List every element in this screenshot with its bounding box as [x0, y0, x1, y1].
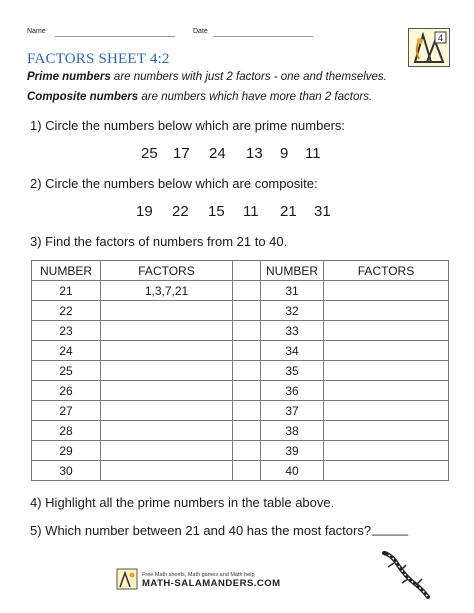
salamander-icon	[378, 545, 438, 605]
table-gap	[233, 401, 261, 421]
factors-cell[interactable]	[324, 281, 449, 301]
factors-cell[interactable]	[324, 421, 449, 441]
question-5: 5) Which number between 21 and 40 has the most factors?	[30, 523, 372, 538]
page-title: FACTORS SHEET 4:2	[27, 51, 170, 67]
table-gap	[233, 441, 261, 461]
factors-cell[interactable]	[101, 441, 233, 461]
column-header: NUMBER	[32, 261, 101, 281]
column-header: FACTORS	[101, 261, 233, 281]
number-cell: 40	[261, 461, 324, 481]
q2-number[interactable]: 11	[243, 203, 259, 220]
number-cell: 22	[32, 301, 101, 321]
q1-number[interactable]: 11	[305, 145, 321, 162]
table-gap	[233, 261, 261, 281]
question-1: 1) Circle the numbers below which are prime numbers:	[30, 118, 346, 133]
factors-cell[interactable]	[101, 361, 233, 381]
number-cell: 38	[261, 421, 324, 441]
number-cell: 29	[32, 441, 101, 461]
composite-description: are numbers which have more than 2 factors.	[138, 91, 373, 103]
footer	[142, 572, 281, 589]
factors-cell[interactable]: 1,3,7,21	[101, 281, 233, 301]
table-row	[32, 441, 449, 461]
question-2: 2) Circle the numbers below which are composite:	[30, 176, 318, 191]
factors-cell[interactable]	[324, 321, 449, 341]
factors-cell[interactable]	[101, 421, 233, 441]
table-row	[32, 281, 449, 301]
factors-cell[interactable]	[101, 461, 233, 481]
date-field-line[interactable]	[213, 36, 313, 37]
factors-cell[interactable]	[324, 381, 449, 401]
factors-cell[interactable]	[324, 461, 449, 481]
q2-number[interactable]: 21	[280, 203, 297, 220]
factors-cell[interactable]	[324, 361, 449, 381]
q1-number[interactable]: 9	[280, 145, 289, 162]
number-cell: 34	[261, 341, 324, 361]
table-row	[32, 301, 449, 321]
number-cell: 31	[261, 281, 324, 301]
salamander-footer-logo-icon	[116, 568, 138, 590]
table-gap	[233, 281, 261, 301]
factors-cell[interactable]	[101, 301, 233, 321]
q2-number[interactable]: 31	[314, 203, 331, 220]
number-cell: 23	[32, 321, 101, 341]
table-row	[32, 421, 449, 441]
date-label: Date	[193, 28, 208, 35]
number-cell: 26	[32, 381, 101, 401]
q1-number-list	[141, 145, 321, 162]
table-row	[32, 321, 449, 341]
salamander-logo-icon	[408, 28, 450, 67]
factors-cell[interactable]	[324, 401, 449, 421]
number-cell: 35	[261, 361, 324, 381]
table-gap	[233, 321, 261, 341]
number-cell: 37	[261, 401, 324, 421]
q2-number[interactable]: 19	[136, 203, 153, 220]
q2-number-list	[136, 203, 331, 220]
composite-term: Composite numbers	[27, 91, 139, 103]
table-gap	[233, 461, 261, 481]
table-row	[32, 461, 449, 481]
answer-blank[interactable]: _____	[372, 521, 409, 536]
number-cell: 24	[32, 341, 101, 361]
table-row	[32, 361, 449, 381]
q2-number[interactable]: 15	[208, 203, 225, 220]
q1-number[interactable]: 17	[173, 145, 190, 162]
number-cell: 21	[32, 281, 101, 301]
factors-cell[interactable]	[101, 321, 233, 341]
number-cell: 25	[32, 361, 101, 381]
table-gap	[233, 341, 261, 361]
factors-cell[interactable]	[101, 381, 233, 401]
number-cell: 33	[261, 321, 324, 341]
q2-number[interactable]: 22	[172, 203, 189, 220]
number-cell: 39	[261, 441, 324, 461]
table-row	[32, 401, 449, 421]
q1-number[interactable]: 24	[209, 145, 226, 162]
table-row	[32, 341, 449, 361]
number-cell: 36	[261, 381, 324, 401]
logo-badge: 4	[437, 33, 444, 43]
prime-definition	[27, 71, 387, 83]
name-label: Name	[27, 28, 46, 35]
table-gap	[233, 381, 261, 401]
name-field-line[interactable]	[55, 36, 175, 37]
factors-cell[interactable]	[324, 301, 449, 321]
factors-cell[interactable]	[101, 341, 233, 361]
footer-tagline: Free Math sheets, Math games and Math help	[142, 572, 255, 578]
column-header: NUMBER	[261, 261, 324, 281]
question-4: 4) Highlight all the prime numbers in the table above.	[30, 495, 335, 510]
prime-description: are numbers with just 2 factors - one and themselves.	[110, 71, 387, 83]
factors-table	[31, 260, 449, 481]
factors-cell[interactable]	[324, 341, 449, 361]
q1-number[interactable]: 13	[246, 145, 263, 162]
footer-site-link[interactable]: MATH-SALAMANDERS.COM	[142, 578, 281, 589]
table-gap	[233, 301, 261, 321]
number-cell: 27	[32, 401, 101, 421]
composite-definition	[27, 91, 372, 103]
table-row	[32, 381, 449, 401]
number-cell: 30	[32, 461, 101, 481]
prime-term: Prime numbers	[27, 71, 111, 83]
table-gap	[233, 361, 261, 381]
factors-cell[interactable]	[101, 401, 233, 421]
number-cell: 32	[261, 301, 324, 321]
column-header: FACTORS	[324, 261, 449, 281]
q1-number[interactable]: 25	[141, 145, 158, 162]
question-3: 3) Find the factors of numbers from 21 to 40.	[30, 234, 288, 249]
table-header-row	[32, 261, 449, 281]
number-cell: 28	[32, 421, 101, 441]
factors-cell[interactable]	[324, 441, 449, 461]
table-gap	[233, 421, 261, 441]
